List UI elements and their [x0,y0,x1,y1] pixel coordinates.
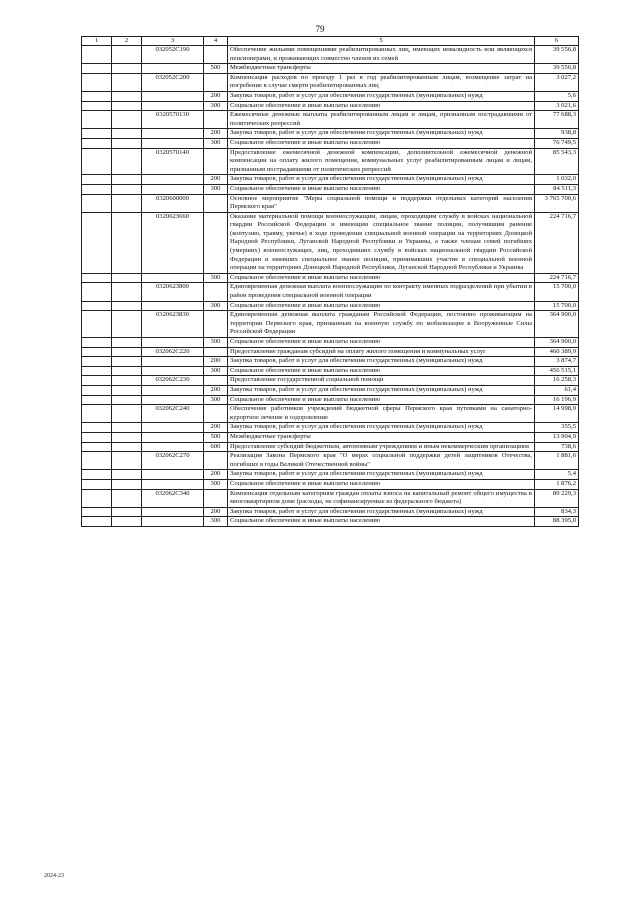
cell-expense-type: 300 [204,184,228,194]
cell-col1 [82,311,112,338]
cell-target-code [142,357,204,367]
table-row [82,46,579,64]
cell-expense-type: 500 [204,64,228,74]
cell-amount: 39 556,8 [535,46,579,64]
cell-col2 [112,423,142,433]
cell-amount: 3 765 700,6 [535,194,579,212]
cell-amount: 834,3 [535,507,579,517]
cell-col1 [82,357,112,367]
cell-amount: 16 196,9 [535,395,579,405]
table-row [82,366,579,376]
cell-description: Закупка товаров, работ и услуг для обеспечения государственных (муниципальных) нужд [228,470,535,480]
cell-target-code [142,479,204,489]
cell-description: Предоставление государственной социальной помощи [228,376,535,386]
cell-col1 [82,111,112,129]
cell-description: Компенсация отдельным категориям граждан оплаты взноса на капитальный ремонт общего имущества в многоквартирном доме (расходы, не софинансируемые из федерального бюджета) [228,489,535,507]
cell-amount: 3 021,6 [535,101,579,111]
cell-amount: 938,8 [535,129,579,139]
cell-col1 [82,338,112,348]
cell-col1 [82,273,112,283]
cell-col1 [82,489,112,507]
cell-target-code: 032062З660 [142,212,204,273]
cell-col1 [82,46,112,64]
cell-col1 [82,148,112,175]
cell-description: Социальное обеспечение и иные выплаты населению [228,517,535,527]
cell-col1 [82,376,112,386]
cell-amount: 738,6 [535,442,579,452]
cell-target-code [142,64,204,74]
column-header: 4 [204,37,228,46]
cell-expense-type: 200 [204,129,228,139]
table-row [82,212,579,273]
cell-target-code [142,91,204,101]
cell-col2 [112,395,142,405]
budget-table [81,36,579,527]
cell-description: Социальное обеспечение и иные выплаты населению [228,273,535,283]
cell-col1 [82,194,112,212]
cell-target-code: 032062З830 [142,311,204,338]
cell-target-code [142,395,204,405]
cell-col2 [112,64,142,74]
cell-col2 [112,212,142,273]
cell-col2 [112,148,142,175]
table-row [82,338,579,348]
cell-expense-type [204,111,228,129]
cell-target-code [142,366,204,376]
table-row [82,273,579,283]
cell-description: Межбюджетные трансферты [228,64,535,74]
cell-amount: 16 258,3 [535,376,579,386]
cell-col2 [112,357,142,367]
cell-col2 [112,385,142,395]
cell-amount: 5,6 [535,91,579,101]
footer-code: 2024-23 [44,873,64,879]
cell-amount: 89 229,3 [535,489,579,507]
cell-description: Социальное обеспечение и иные выплаты населению [228,138,535,148]
table-row [82,517,579,527]
cell-expense-type: 300 [204,138,228,148]
cell-expense-type [204,148,228,175]
cell-target-code [142,423,204,433]
cell-amount: 77 688,3 [535,111,579,129]
cell-target-code: 032062С230 [142,376,204,386]
cell-col2 [112,175,142,185]
cell-amount: 61,4 [535,385,579,395]
cell-target-code: 032052С190 [142,46,204,64]
cell-col2 [112,129,142,139]
cell-expense-type [204,46,228,64]
cell-col2 [112,91,142,101]
table-row [82,148,579,175]
cell-col1 [82,283,112,301]
cell-amount: 1 881,6 [535,452,579,470]
cell-target-code [142,101,204,111]
table-row [82,184,579,194]
cell-expense-type [204,489,228,507]
cell-amount: 1 032,0 [535,175,579,185]
table-row [82,423,579,433]
cell-description: Закупка товаров, работ и услуг для обеспечения государственных (муниципальных) нужд [228,91,535,101]
table-row [82,101,579,111]
cell-target-code [142,273,204,283]
cell-col2 [112,452,142,470]
table-row [82,479,579,489]
cell-amount: 85 543,3 [535,148,579,175]
cell-amount: 15 700,0 [535,301,579,311]
cell-col1 [82,385,112,395]
cell-description: Социальное обеспечение и иные выплаты населению [228,479,535,489]
cell-expense-type [204,347,228,357]
cell-expense-type [204,376,228,386]
table-row [82,283,579,301]
cell-col1 [82,507,112,517]
cell-target-code [142,432,204,442]
column-header: 5 [228,37,535,46]
cell-target-code [142,301,204,311]
cell-col1 [82,138,112,148]
cell-col2 [112,111,142,129]
cell-expense-type: 300 [204,366,228,376]
cell-description: Закупка товаров, работ и услуг для обеспечения государственных (муниципальных) нужд [228,175,535,185]
cell-description: Социальное обеспечение и иные выплаты населению [228,395,535,405]
cell-amount: 355,5 [535,423,579,433]
cell-target-code [142,175,204,185]
cell-expense-type: 500 [204,432,228,442]
cell-amount: 224 716,7 [535,212,579,273]
cell-amount: 5,4 [535,470,579,480]
cell-amount: 224 716,7 [535,273,579,283]
cell-col2 [112,311,142,338]
cell-amount: 76 749,5 [535,138,579,148]
cell-col2 [112,273,142,283]
cell-col2 [112,73,142,91]
cell-col2 [112,366,142,376]
cell-expense-type: 300 [204,273,228,283]
table-row [82,376,579,386]
cell-amount: 84 511,3 [535,184,579,194]
cell-description: Социальное обеспечение и иные выплаты населению [228,101,535,111]
cell-col2 [112,347,142,357]
cell-expense-type: 300 [204,395,228,405]
cell-description: Закупка товаров, работ и услуг для обеспечения государственных (муниципальных) нужд [228,423,535,433]
cell-expense-type: 300 [204,301,228,311]
cell-col2 [112,194,142,212]
cell-description: Социальное обеспечение и иные выплаты населению [228,301,535,311]
cell-expense-type [204,311,228,338]
cell-col1 [82,452,112,470]
cell-description: Закупка товаров, работ и услуг для обеспечения государственных (муниципальных) нужд [228,385,535,395]
cell-col2 [112,301,142,311]
cell-description: Закупка товаров, работ и услуг для обеспечения государственных (муниципальных) нужд [228,129,535,139]
cell-expense-type [204,194,228,212]
table-row [82,432,579,442]
table-row [82,470,579,480]
table-row [82,91,579,101]
cell-col2 [112,46,142,64]
cell-col1 [82,347,112,357]
column-header: 2 [112,37,142,46]
cell-amount: 15 700,0 [535,283,579,301]
cell-col2 [112,101,142,111]
table-row [82,347,579,357]
cell-col1 [82,395,112,405]
cell-expense-type: 200 [204,385,228,395]
cell-target-code [142,184,204,194]
cell-expense-type: 200 [204,91,228,101]
cell-amount: 39 556,8 [535,64,579,74]
cell-col2 [112,507,142,517]
cell-expense-type [204,73,228,91]
cell-target-code [142,507,204,517]
cell-target-code [142,385,204,395]
cell-col1 [82,423,112,433]
table-row [82,507,579,517]
cell-expense-type: 200 [204,175,228,185]
cell-target-code: 032062С270 [142,452,204,470]
cell-col1 [82,212,112,273]
cell-description: Оказание материальной помощи военнослужащим, лицам, проходящим службу в войсках национальной гвардии Российской Федерации и имеющим специальное звание полиции, получившим ранение (контузию, травму, увечье) в ходе проведения специальной военной операции на территориях Донецкой Народной Республики, Луганской Народной Республики и Украины, а также членам семей погибших (умерших) военнослужащих, лиц, проходивших службу в войсках национальной гвардии Российской Федерации и имевших специальное звание полиции, принимавших участие в специальной военной операции на территориях Донецкой Народной Республики, Луганской Народной Республики и Украины [228,212,535,273]
cell-expense-type [204,212,228,273]
cell-description: Социальное обеспечение и иные выплаты населению [228,184,535,194]
cell-col2 [112,479,142,489]
table-row [82,357,579,367]
cell-description: Единовременная денежная выплата военнослужащим по контракту именных подразделений при убытии в район проведения специальной военной операции [228,283,535,301]
column-header: 3 [142,37,204,46]
cell-expense-type [204,452,228,470]
cell-description: Межбюджетные трансферты [228,432,535,442]
cell-target-code [142,129,204,139]
cell-target-code: 032062С220 [142,347,204,357]
cell-amount: 14 998,9 [535,405,579,423]
cell-amount: 3 027,2 [535,73,579,91]
table-row [82,452,579,470]
cell-expense-type: 300 [204,101,228,111]
cell-col1 [82,432,112,442]
table-row [82,405,579,423]
cell-amount: 13 904,9 [535,432,579,442]
cell-description: Социальное обеспечение и иные выплаты населению [228,338,535,348]
cell-description: Закупка товаров, работ и услуг для обеспечения государственных (муниципальных) нужд [228,357,535,367]
cell-description: Закупка товаров, работ и услуг для обеспечения государственных (муниципальных) нужд [228,507,535,517]
cell-col1 [82,470,112,480]
cell-amount: 456 515,1 [535,366,579,376]
cell-description: Обеспечение работников учреждений бюджетной сферы Пермского края путевками на санаторно-курортное лечение и оздоровление [228,405,535,423]
cell-description: Обеспечение жильими помещениями реабилитированных лиц, имеющих инвалидность или являющихся пенсионерами, и проживающих совместно членов их семей [228,46,535,64]
cell-col1 [82,101,112,111]
cell-target-code: 032062С240 [142,405,204,423]
cell-col2 [112,138,142,148]
cell-amount: 364 900,0 [535,338,579,348]
cell-target-code: 0320600000 [142,194,204,212]
table-row [82,129,579,139]
cell-col2 [112,442,142,452]
cell-expense-type: 200 [204,357,228,367]
cell-target-code [142,517,204,527]
cell-description: Предоставление субсидий бюджетным, автономным учреждениям и иным некоммерческим организациям [228,442,535,452]
cell-expense-type: 200 [204,423,228,433]
cell-target-code [142,138,204,148]
cell-target-code: 032052С200 [142,73,204,91]
table-row [82,111,579,129]
table-row [82,385,579,395]
table-header-row [82,37,579,46]
cell-description: Предоставление гражданам субсидий на оплату жилого помещения и коммунальных услуг [228,347,535,357]
table-row [82,175,579,185]
table-row [82,194,579,212]
cell-col2 [112,405,142,423]
cell-col1 [82,479,112,489]
cell-col2 [112,283,142,301]
cell-expense-type: 200 [204,507,228,517]
cell-target-code: 032062З800 [142,283,204,301]
cell-description: Предоставление ежемесячной денежной компенсации, дополнительной ежемесячной денежной компенсации на оплату жилого помещения, коммунальных услуг реабилитированным лицам и лицам, признанным пострадавшими от политических репрессий [228,148,535,175]
cell-amount: 88 395,0 [535,517,579,527]
cell-col1 [82,91,112,101]
cell-col1 [82,175,112,185]
cell-target-code [142,470,204,480]
cell-expense-type: 200 [204,470,228,480]
cell-amount: 364 900,0 [535,311,579,338]
cell-description: Основное мероприятие "Меры социальной помощи и поддержки отдельных категорий населения Пермского края" [228,194,535,212]
cell-amount: 3 874,7 [535,357,579,367]
cell-col1 [82,184,112,194]
page-number: 79 [315,24,325,34]
cell-expense-type: 300 [204,338,228,348]
table-row [82,395,579,405]
cell-col1 [82,405,112,423]
cell-col1 [82,442,112,452]
cell-expense-type [204,405,228,423]
table-row [82,138,579,148]
cell-expense-type: 300 [204,517,228,527]
cell-description: Компенсация расходов по проезду 1 раз в год реабилитированным лицам, возмещение затрат на погребение в случае смерти реабилитированных лиц [228,73,535,91]
cell-col2 [112,489,142,507]
column-header: 1 [82,37,112,46]
cell-col1 [82,64,112,74]
cell-description: Социальное обеспечение и иные выплаты населению [228,366,535,376]
table-row [82,64,579,74]
cell-col2 [112,376,142,386]
cell-col1 [82,129,112,139]
cell-col2 [112,470,142,480]
cell-expense-type: 300 [204,479,228,489]
table-row [82,311,579,338]
cell-target-code [142,338,204,348]
cell-target-code [142,442,204,452]
cell-description: Ежемесячные денежные выплаты реабилитированным лицам и лицам, признанным пострадавшими от политических репрессий [228,111,535,129]
cell-col1 [82,301,112,311]
cell-description: Единовременная денежная выплата гражданам Российской Федерации, постоянно проживающим на территории Пермского края, призванным на военную службу по мобилизации в Вооруженные Силы Российской Федерации [228,311,535,338]
cell-col2 [112,338,142,348]
cell-target-code: 0320570140 [142,148,204,175]
cell-col1 [82,366,112,376]
cell-description: Реализация Закона Пермского края "О мерах социальной поддержки детей защитников Отечества, погибших в годы Великой Отечественной войны" [228,452,535,470]
column-header: 6 [535,37,579,46]
cell-amount: 1 876,2 [535,479,579,489]
table-row [82,73,579,91]
cell-col2 [112,432,142,442]
cell-amount: 460 389,9 [535,347,579,357]
cell-col2 [112,184,142,194]
cell-col1 [82,73,112,91]
table-row [82,301,579,311]
table-row [82,442,579,452]
cell-col1 [82,517,112,527]
cell-target-code: 0320570130 [142,111,204,129]
cell-target-code: 032062С340 [142,489,204,507]
cell-expense-type: 600 [204,442,228,452]
table-row [82,489,579,507]
cell-expense-type [204,283,228,301]
cell-col2 [112,517,142,527]
